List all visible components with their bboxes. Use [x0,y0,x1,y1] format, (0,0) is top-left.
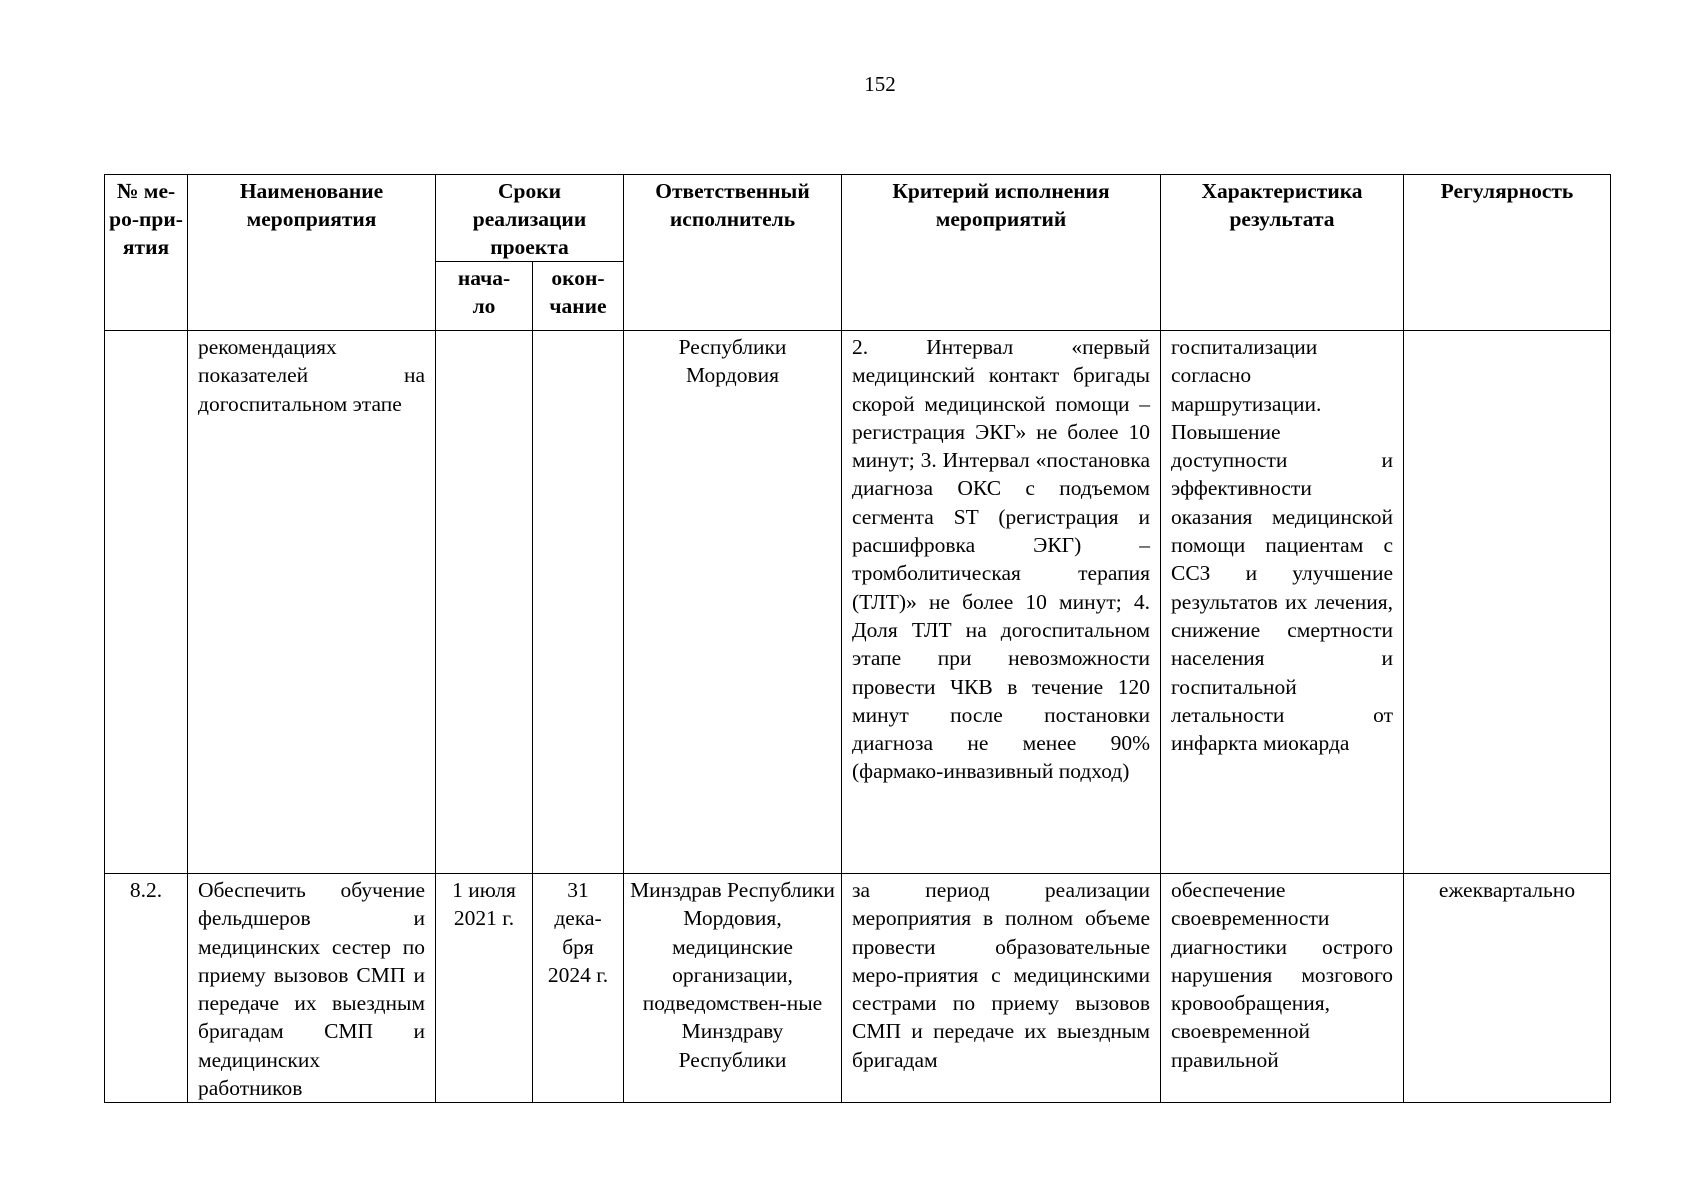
header-regularity: Регулярность [1404,175,1611,331]
table-header [105,175,1611,331]
header-terms: Сроки реализации проекта [436,175,624,262]
table-row [105,874,1611,1103]
header-result: Характеристика результата [1161,175,1404,331]
events-table [104,174,1611,1103]
header-start: нача-ло [436,262,533,331]
cell-responsible: Минздрав Республики Мордовия, медицинские организации, подведомствен-ные Минздраву Республики [624,874,842,1103]
header-criterion: Критерий исполнения мероприятий [842,175,1161,331]
cell-regularity [1404,331,1611,874]
header-responsible: Ответственный исполнитель [624,175,842,331]
cell-num [105,331,188,874]
cell-result: обеспечение своевременности диагностики острого нарушения мозгового кровообращения, своевременной правильной [1161,874,1404,1103]
table-row [105,331,1611,874]
page-number: 152 [864,72,896,96]
table-body [105,331,1611,1103]
cell-criterion: за период реализации мероприятия в полном объеме провести образовательные меро-приятия с медицинскими сестрами по приему вызовов СМП и передаче их выездным бригадам [842,874,1161,1103]
header-row-top [105,175,1611,262]
cell-name: рекомендациях показателей на догоспитальном этапе [188,331,436,874]
header-name: Наименование мероприятия [188,175,436,331]
cell-name: Обеспечить обучение фельдшеров и медицинских сестер по приему вызовов СМП и передаче их выездным бригадам СМП и медицинских работников [188,874,436,1103]
cell-criterion: 2. Интервал «первый медицинский контакт бригады скорой медицинской помощи – регистрация ЭКГ» не более 10 минут; 3. Интервал «постановка диагноза ОКС с подъемом сегмента ST (регистрация и расшифровка ЭКГ) – тромболитическая терапия (ТЛТ)» не более 10 минут; 4. Доля ТЛТ на догоспитальном этапе при невозможности провести ЧКВ в течение 120 минут после постановки диагноза не менее 90% (фармако-инвазивный подход) [842,331,1161,874]
cell-result: госпитализации согласно маршрутизации. Повышение доступности и эффективности оказания медицинской помощи пациентам с ССЗ и улучшение результатов их лечения, снижение смертности населения и госпитальной летальности от инфаркта миокарда [1161,331,1404,874]
cell-end [533,331,624,874]
cell-start: 1 июля 2021 г. [436,874,533,1103]
cell-responsible: Республики Мордовия [624,331,842,874]
header-end: окон-чание [533,262,624,331]
cell-regularity: ежеквартально [1404,874,1611,1103]
cell-num: 8.2. [105,874,188,1103]
header-num: № ме-ро-при-ятия [105,175,188,331]
cell-start [436,331,533,874]
cell-end: 31 дека-бря 2024 г. [533,874,624,1103]
